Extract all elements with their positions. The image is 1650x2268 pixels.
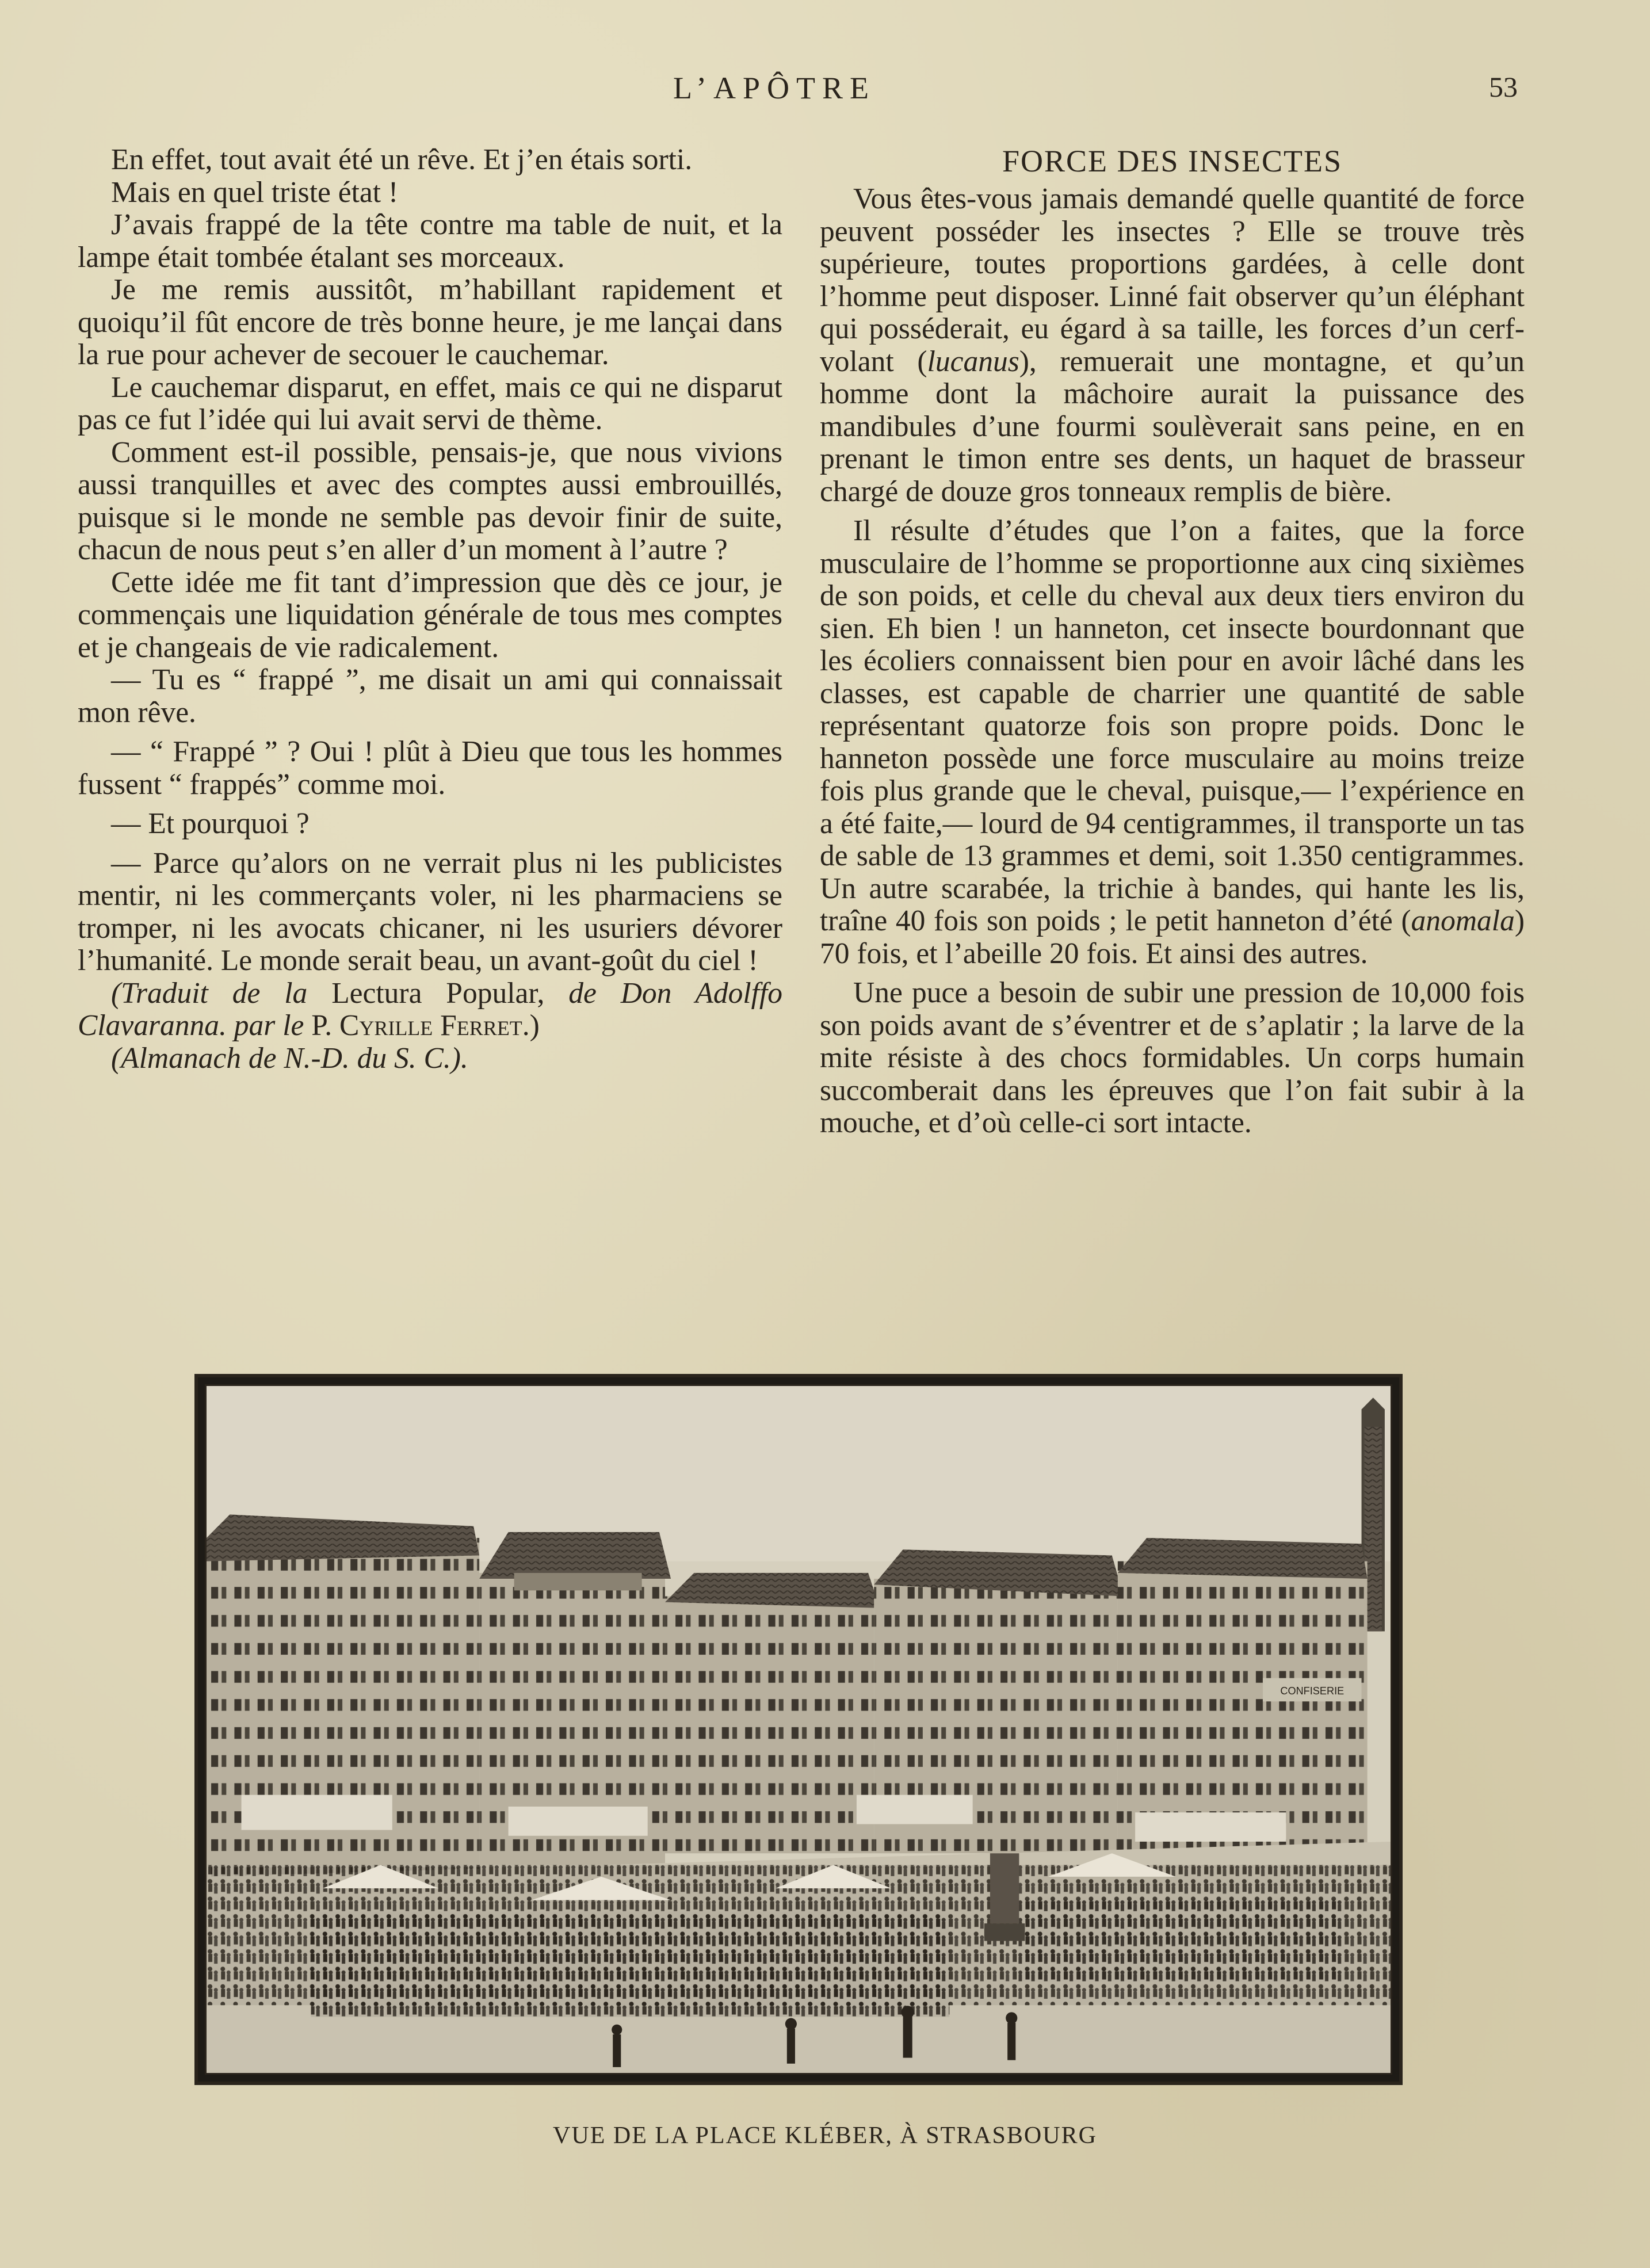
photo-frame [194, 1374, 1403, 2085]
credit-part: (Traduit de la [111, 976, 332, 1010]
dialogue-line: — Parce qu’alors on ne verrait plus ni les publicistes mentir, ni les commerçants voler, ni les pharmaciens se tromper, ni les avocats chicaner, ni les usuriers dévorer l’humanité. Le monde serait beau, un avant-goût du ciel ! [78, 846, 782, 977]
article-title: FORCE DES INSECTES [1002, 144, 1343, 178]
credit-part: Lectura Popular, [331, 976, 569, 1010]
paragraph: Mais en quel triste état ! [111, 175, 399, 209]
photo-caption: VUE DE LA PLACE KLÉBER, À STRASBOURG [553, 2122, 1097, 2149]
paragraph: En effet, tout avait été un rêve. Et j’en étais sorti. [111, 143, 693, 176]
running-head [0, 70, 1650, 116]
text-run-italic: anomala [1411, 904, 1515, 937]
credit-source: (Almanach de N.-D. du S. C.). [111, 1041, 468, 1075]
paragraph [820, 515, 1525, 970]
dialogue-line: — Et pourquoi ? [111, 807, 310, 840]
dialogue-line: — “ Frappé ” ? Oui ! plût à Dieu que tous les hommes fussent “ frappés” comme moi. [78, 735, 782, 801]
text-run: ) 70 fois, et l’abeille 20 fois. Et ainsi des autres. [820, 904, 1525, 970]
paragraph [820, 183, 1525, 508]
paragraph: Le cauchemar disparut, en effet, mais ce qui ne disparut pas ce fut l’idée qui lui avait servi de thème. [78, 371, 782, 436]
right-column [820, 144, 1525, 1140]
translation-credit [78, 978, 782, 1043]
credit-author: P. Cyrille Ferret.) [311, 1009, 540, 1042]
paragraph: Une puce a besoin de subir une pression de 10,000 fois son poids avant de s’éventrer et de s’aplatir ; la larve de la mite résiste à des chocs formidables. Un corps humain succomberait dans les épreuves que l’on fait subir à la mouche, et d’où celle-ci sort intacte. [820, 976, 1525, 1139]
photograph [205, 1384, 1392, 2075]
text-run: Vous êtes-vous jamais demandé quelle quantité de force peuvent posséder les insectes ? Elle se trouve très supérieure, toutes proportions gardées, à celle dont l’homme peut disposer. Linné fait observer qu’un éléphant qui posséderait, eu égard à sa taille, les forces d’un cerf-volant ( [820, 182, 1525, 378]
paragraph: J’avais frappé de la tête contre ma table de nuit, et la lampe était tombée étalant ses morceaux. [78, 208, 782, 274]
paragraph: Cette idée me fit tant d’impression que dès ce jour, je commençais une liquidation générale de tous mes comptes et je changeais de vie radicalement. [78, 566, 782, 664]
running-title: L’APÔTRE [673, 71, 876, 105]
paragraph: Je me remis aussitôt, m’habillant rapidement et quoiqu’il fût encore de très bonne heure, je me lançai dans la rue pour achever de secouer le cauchemar. [78, 273, 782, 371]
page-number: 53 [1489, 71, 1518, 103]
dialogue-line: — Tu es “ frappé ”, me disait un ami qui connaissait mon rêve. [78, 663, 782, 729]
shop-sign: CONFISERIE [1280, 1685, 1345, 1697]
text-run: Il résulte d’études que l’on a faites, que la force musculaire de l’homme se proportionne aux cinq sixièmes de son poids, et celle du cheval aux deux tiers environ du sien. Eh bien ! un hanneton, cet insecte bourdonnant que les écoliers connaissent bien pour en avoir lâché dans les classes, est capable de charrier une quantité de sable représentant quatorze fois son propre poids. Donc le hanneton possède une force musculaire au moins treize fois plus grande que le cheval, puisque,— l’expérience en a été faite,— lourd de 94 centigrammes, il transporte un tas de sable de 13 grammes et demi, soit 1.350 centigrammes. Un autre scarabée, la trichie à bandes, qui hante les lis, traîne 40 fois son poids ; le petit hanneton d’été ( [820, 514, 1525, 937]
text-run: ), remuerait une montagne, et qu’un homme dont la mâchoire aurait la puissance des mandibules d’une fourmi soulèverait sans peine, en en prenant le timon entre ses dents, un haquet de brasseur chargé de douze gros tonneaux remplis de bière. [820, 345, 1525, 508]
source-credit [78, 1043, 782, 1075]
place-kleber-photo [207, 1386, 1391, 2073]
credit-part: de Don Adolffo Clavaranna. par le [78, 976, 782, 1042]
paragraph: Comment est-il possible, pensais-je, que nous vivions aussi tranquilles et avec des comptes aussi embrouillés, puisque si le monde ne semble pas devoir finir de suite, chacun de nous peut s’en aller d’un moment à l’autre ? [78, 436, 782, 566]
left-column [78, 144, 782, 1075]
text-run-italic: lucanus [927, 345, 1019, 378]
